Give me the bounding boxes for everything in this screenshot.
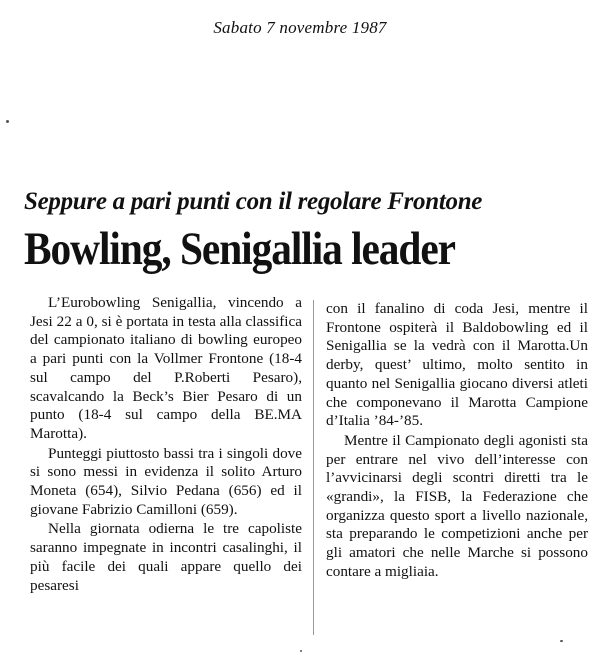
paragraph: Mentre il Campionato degli agonisti sta per entrare nel vivo dell’interesse con l’avvicinarsi degli scontri diretti tra le «grandi», la FISB, la Federazione che organizza questo sport a livello nazionale, sta preparando le competizioni anche per gli amatori che nelle Marche si possono contare a migliaia.	[326, 431, 588, 580]
scan-speck	[6, 120, 9, 123]
paragraph: L’Eurobowling Senigallia, vincendo a Jesi 22 a 0, si è portata in testa alla classifica del campionato italiano di bowling europeo a pari punti con la Vollmer Frontone (18-4 sul campo del P.Roberti Pesaro), scavalcando la Beck’s Bier Pesaro di un punto (18-4 sul campo della BE.MA Marotta).	[30, 294, 302, 442]
kicker-subheadline: Seppure a pari punti con il regolare Frontone	[24, 188, 483, 215]
paragraph: Nella giornata odierna le tre capoliste saranno impegnate in incontri casalinghi, il più facile dei quali appare quello dei pesaresi	[30, 520, 302, 594]
paragraph: Punteggi piuttosto bassi tra i singoli dove si sono messi in evidenza il solito Arturo Moneta (654), Silvio Pedana (656) ed il giovane Fabrizio Camilloni (659).	[30, 444, 302, 518]
article-column-left	[30, 294, 302, 595]
scan-speck	[300, 650, 302, 652]
headline: Bowling, Senigallia leader	[24, 223, 455, 275]
scan-speck	[560, 640, 563, 642]
column-divider	[313, 300, 314, 635]
paragraph: con il fanalino di coda Jesi, mentre il Frontone ospiterà il Baldobowling ed il Senigallia se la vedrà con il Marotta.Un derby, quest’ ultimo, molto sentito in quanto nel Senigallia giocano diversi atleti che componevano il Marotta Campione d’Italia ’84-’85.	[326, 300, 588, 430]
article-column-right	[326, 300, 588, 582]
dateline: Sabato 7 novembre 1987	[213, 18, 387, 37]
